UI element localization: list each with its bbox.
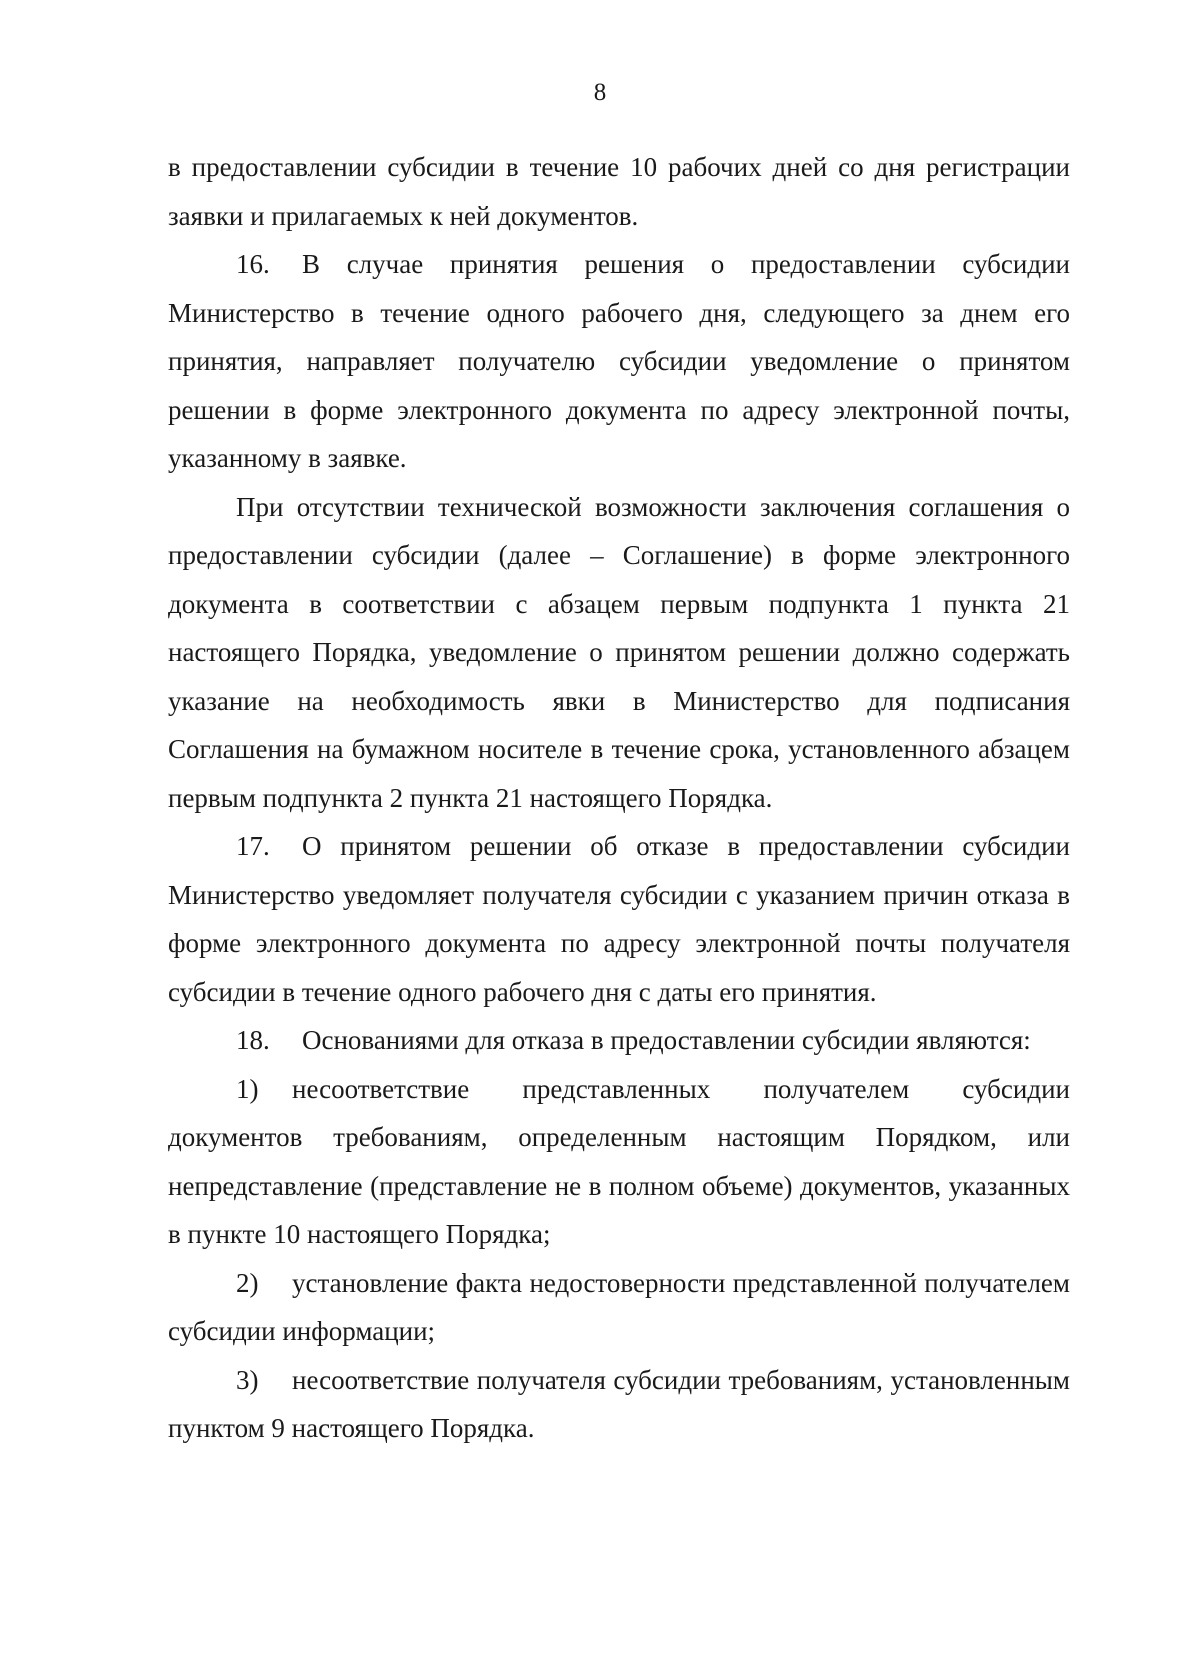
list-item-3-text: несоответствие получателя субсидии требованиям, установленным пунктом 9 настоящего Порядка. — [168, 1364, 1070, 1443]
paragraph-16-text: В случае принятия решения о предоставлении субсидии Министерство в течение одного рабочего дня, следующего за днем его принятия, направляет получателю субсидии уведомление о принятом решении в форме электронного документа по адресу электронной почты, указанному в заявке. — [168, 249, 1070, 473]
paragraph-continuation: в предоставлении субсидии в течение 10 рабочих дней со дня регистрации заявки и прилагаемых к ней документов. — [168, 152, 1070, 231]
page-number: 8 — [593, 79, 607, 106]
list-item-2-text: установление факта недостоверности представленной получателем субсидии информации; — [168, 1267, 1070, 1346]
document-body — [168, 143, 1070, 1453]
list-item-3-number: 3) — [236, 1364, 259, 1395]
paragraph-16-second: При отсутствии технической возможности заключения соглашения о предоставлении субсидии (далее – Соглашение) в форме электронного документа в соответствии с абзацем первым подпункта 1 пункта 21 настоящего Порядка, уведомление о принятом решении должно содержать указание на необходимость явки в Министерство для подписания Соглашения на бумажном носителе в течение срока, установленного абзацем первым подпункта 2 пункта 21 настоящего Порядка. — [168, 491, 1070, 813]
list-item-2 — [168, 1259, 1070, 1356]
paragraph-17-text: О принятом решении об отказе в предоставлении субсидии Министерство уведомляет получателя субсидии с указанием причин отказа в форме электронного документа по адресу электронной почты получателя субсидии в течение одного рабочего дня с даты его принятия. — [168, 831, 1070, 1007]
paragraph-16-number: 16. — [236, 249, 270, 279]
list-item-1-text: несоответствие представленных получателем субсидии документов требованиям, определенным настоящим Порядком, или непредставление (представление не в полном объеме) документов, указанных в пункте 10 настоящего Порядка; — [168, 1073, 1070, 1249]
paragraph-17-number: 17. — [236, 831, 270, 861]
list-item-1-number: 1) — [236, 1073, 259, 1104]
list-item-3 — [168, 1356, 1070, 1453]
paragraph-18-number: 18. — [236, 1025, 270, 1055]
list-item-1 — [168, 1065, 1070, 1259]
list-item-2-number: 2) — [236, 1267, 259, 1298]
paragraph-18 — [168, 1016, 1070, 1065]
paragraph-18-text: Основаниями для отказа в предоставлении субсидии являются: — [302, 1025, 1031, 1055]
paragraph-16 — [168, 240, 1070, 483]
paragraph-17 — [168, 822, 1070, 1016]
